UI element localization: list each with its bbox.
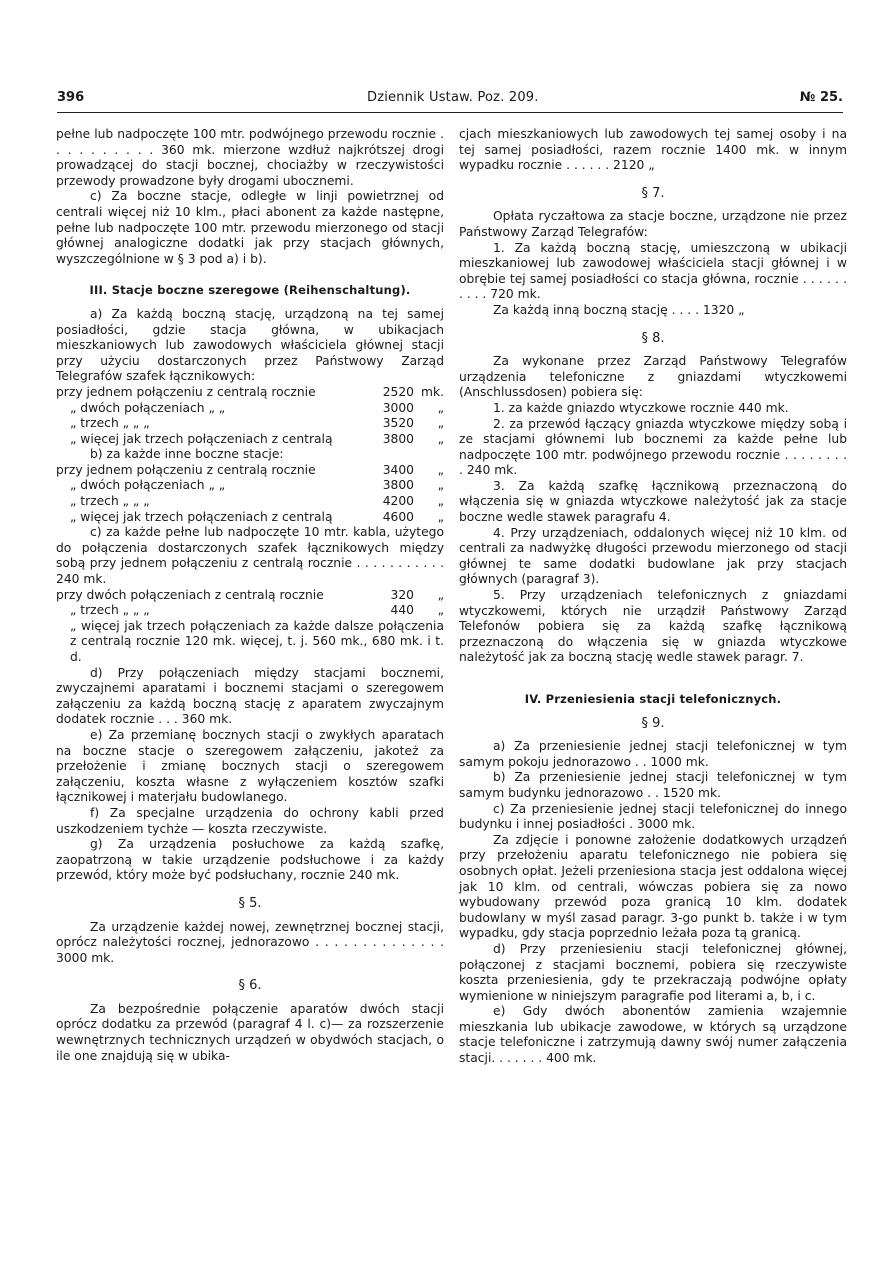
paragraph: Za wykonane przez Zarząd Państwowy Telegrafów urządzenia telefoniczne z gniazdami wtyczkowemi (Anschlussdosen) pobiera się: [459,354,847,400]
journal-title: Dziennik Ustaw. Poz. 209. [367,90,539,105]
fee-row: „ dwóch połączeniach „ „ 3800 „ [70,478,444,493]
paragraph: pełne lub nadpoczęte 100 mtr. podwójnego przewodu rocznie . . . . . . . . . . 360 mk. mierzone wzdłuż najkrótszej drogi prowadzącej do stacji bocznej, chociażby w rzeczywistości przewody prowadzone były drogami ubocznemi. [56,127,444,188]
paragraph: e) Gdy dwóch abonentów zamienia wzajemnie mieszkania lub ubikacje zawodowe, w których są urządzone stacje telefoniczne i zatrzymują dawny swój numer załączenia stacji. . . . . . . 400 mk. [459,1004,847,1066]
paragraph: Za urządzenie każdej nowej, zewnętrznej bocznej stacji, oprócz należytości rocznej, jednorazowo . . . . . . . . . . . . . . 3000 mk. [56,919,444,965]
paragraph: Za zdjęcie i ponowne założenie dodatkowych urządzeń przy przełożeniu aparatu telefonicznego nie pobiera się osobnych opłat. Jeżeli przeniesiona stacja jest oddalona więcej jak 10 klm. od centrali, wówczas pobiera się za nowo wybudowany przewód poza granicą 10 klm. dodatek budowlany w myśl zasad paragr. 3-go punkt b. także i w tym wypadku, gdy stacja poprzednio leżała poza tą granicą. [459,832,847,941]
paragraph: 1. za każde gniazdo wtyczkowe rocznie 440 mk. [493,400,789,415]
left-column [56,127,444,1064]
paragraph: Opłata ryczałtowa za stacje boczne, urządzone nie przez Państwowy Zarząd Telegrafów: [459,209,847,239]
paragraph: Za bezpośrednie połączenie aparatów dwóch stacji oprócz dodatku za przewód (paragraf 4 l. c)— za rozszerzenie wewnętrznych technicznych urządzeń w obydwóch stacjach, o ile one znajdują się w ubika- [56,1001,444,1063]
fee-row: „ trzech „ „ „ 440 „ [70,603,444,618]
section-mark: § 8. [641,330,665,346]
paragraph: d) Przy przeniesieniu stacji telefonicznej głównej, połączonej z stacjami bocznemi, pobiera się rzeczywiste koszta przeniesienia, gdy te przekraczają podwójne opłaty wymienione w niniejszym paragrafie pod literami a, b, i c. [459,941,847,1003]
section-mark: § 7. [641,185,665,201]
paragraph: 1. Za każdą boczną stację, umieszczoną w ubikacji mieszkaniowej lub zawodowej właściciela stacji głównej i w obrębie tej samej posiadłości co stacja główna, rocznie . . . . . . . . . . 720 mk. [459,240,847,302]
section-heading: III. Stacje boczne szeregowe (Reihenschaltung). [89,283,411,298]
paragraph: f) Za specjalne urządzenia do ochrony kabli przed uszkodzeniem tychże — koszta rzeczywiste. [56,805,444,836]
paragraph: g) Za urządzenia posłuchowe za każdą szafkę, zaopatrzoną w takie urządzenie podsłuchowe i za każdy przewód, który może być podsłuchany, rocznie 240 mk. [56,837,444,883]
paragraph: c) Za boczne stacje, odległe w linji powietrznej od centrali więcej niż 10 klm., płaci abonent za każde następne, pełne lub nadpoczęte 100 mtr. przewodu mierzonego od stacji głównej analogiczne dodatki jak przy stacjach głównych, wyszczególnione w § 3 pod a) i b). [56,189,444,266]
section-mark: § 9. [641,715,665,731]
page-number: 396 [57,90,85,105]
right-column [459,127,847,1067]
fee-row: przy jednem połączeniu z centralą rocznie 3400 „ [56,462,444,477]
paragraph: a) Za przeniesienie jednej stacji telefonicznej w tym samym pokoju jednorazowo . . 1000 mk. [459,739,847,769]
paragraph: e) Za przemianę bocznych stacji o zwykłych aparatach na boczne stacje o szeregowem załączeniu, jakoteż za przełożenie i zmianę bocznych stacji o szeregowem załączeniu, koszta własne z wyłączeniem kosztów szafki łącznikowej i materjału budowlanego. [56,727,444,805]
fee-row: „ więcej jak trzech połączeniach z centralą 3800 „ [70,431,444,446]
fee-row: przy jednem połączeniu z centralą rocznie 2520 mk. [56,384,444,399]
paragraph: d) Przy połączeniach między stacjami bocznemi, zwyczajnemi aparatami i bocznemi stacjami o szeregowem załączeniu za każdą boczną stację z aparatem zwyczajnym dodatek rocznie . . . 360 mk. [56,665,444,727]
section-heading: IV. Przeniesienia stacji telefonicznych. [524,692,782,706]
fee-row: przy dwóch połączeniach z centralą rocznie 320 „ [56,587,444,602]
paragraph: 4. Przy urządzeniach, oddalonych więcej niż 10 klm. od centrali za nadwyżkę długości przewodu mierzonego od stacji głównej te same dodatki budowlane jak przy stacjach głównych (paragraf 3). [459,525,847,587]
paragraph: cjach mieszkaniowych lub zawodowych tej samej osoby i na tej samej posiadłości, razem rocznie 1400 mk. w innym wypadku rocznie . . . . . . 2120 „ [459,127,847,173]
paragraph: „ więcej jak trzech połączeniach za każde dalsze połączenia z centralą rocznie 120 mk. więcej, t. j. 560 mk., 680 mk. i t. d. [70,618,444,664]
fee-row: „ dwóch połączeniach „ „ 3000 „ [70,400,444,415]
paragraph: 2. za przewód łączący gniazda wtyczkowe między sobą i ze stacjami głównemi lub bocznemi za każde pełne lub nadpoczęte 100 mtr. podwójnego przewodu rocznie . . . . . . . . . 240 mk. [459,416,847,478]
paragraph: a) Za każdą boczną stację, urządzoną na tej samej posiadłości, gdzie stacja główna, w ubikacjach mieszkaniowych lub zawodowych właściciela głównej stacji przy użyciu dostarczonych przez Państwowy Zarząd Telegrafów szafek łącznikowych: [56,306,444,384]
fee-row: „ trzech „ „ „ 3520 „ [70,416,444,431]
page-header [57,90,843,113]
section-mark: § 6. [238,978,262,994]
paragraph: 5. Przy urządzeniach telefonicznych z gniazdami wtyczkowemi, których nie urządził Państwowy Zarząd Telefonów pobiera się za każdą szafkę łącznikową przeznaczoną do włączenia się w gniazda wtyczkowe należytość jak za boczną stację wedle stawek paragr. 7. [459,588,847,665]
paragraph: c) za każde pełne lub nadpoczęte 10 mtr. kabla, użytego do połączenia dostarczonych szafek łącznikowych między sobą przy jednem połączeniu z centralą rocznie . . . . . . . . . . . 240 mk. [56,525,444,587]
paragraph: b) Za przeniesienie jednej stacji telefonicznej w tym samym budynku jednorazowo . . 1520 mk. [459,770,847,800]
paragraph: b) za każde inne boczne stacje: [90,447,284,462]
paragraph: c) Za przeniesienie jednej stacji telefonicznej do innego budynku i innej posiadłości . 3000 mk. [459,801,847,832]
paragraph: 3. Za każdą szafkę łącznikową przeznaczoną do włączenia się w gniazda wtyczkowe należytość jak za stacje boczne wedle stawek paragrafu 4. [459,478,847,525]
issue-number: № 25. [799,90,843,105]
fee-row: „ trzech „ „ „ 4200 „ [70,494,444,509]
fee-row: „ więcej jak trzech połączeniach z centralą 4600 „ [70,509,444,524]
paragraph: Za każdą inną boczną stację . . . . 1320 „ [493,302,745,317]
section-mark: § 5. [238,895,262,911]
